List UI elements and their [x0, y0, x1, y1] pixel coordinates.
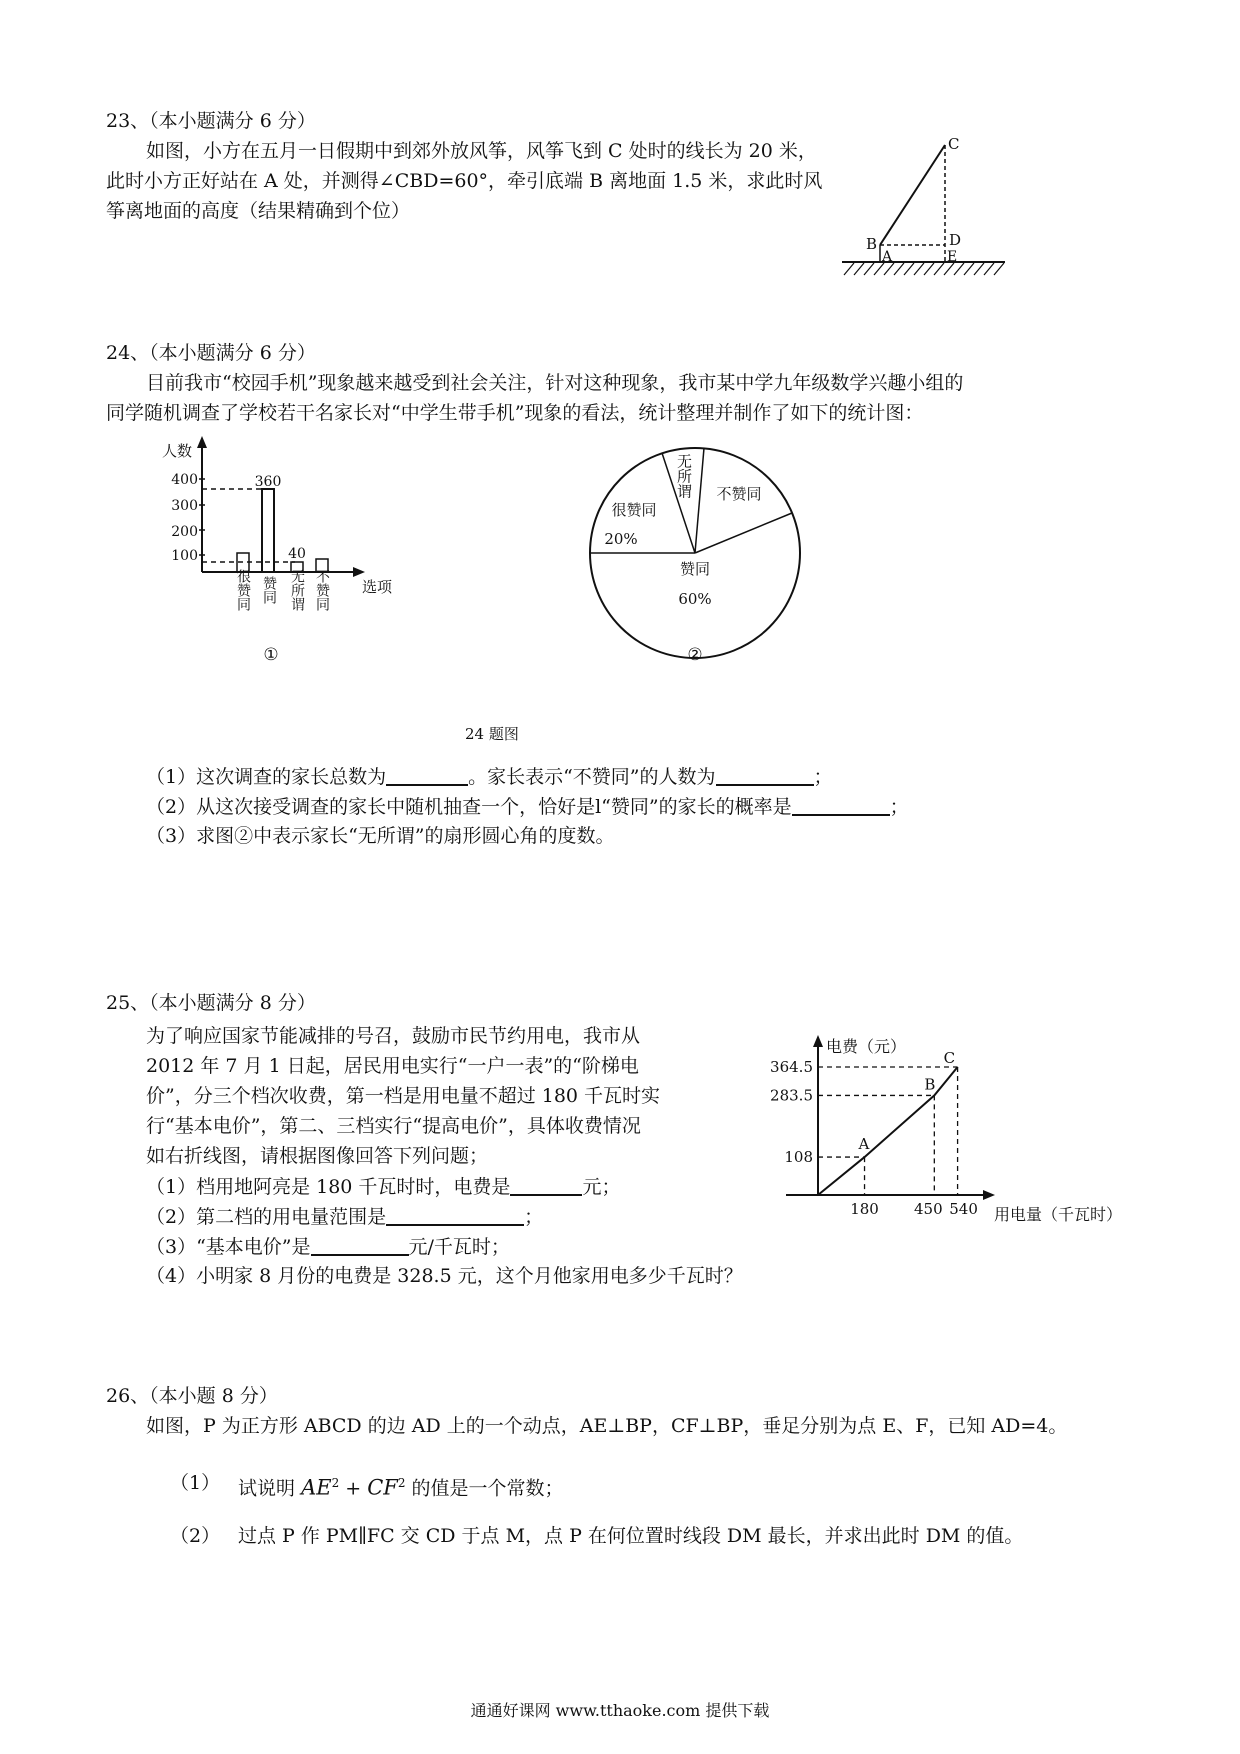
fee-ytick-108: 108 [784, 1148, 813, 1167]
q25-item-2-end: ； [524, 1206, 544, 1228]
q26-item-1-pre: 试说明 [238, 1477, 296, 1500]
answer-blank[interactable] [386, 766, 468, 786]
fee-ytick-283: 283.5 [770, 1086, 813, 1105]
kite-string [880, 145, 945, 245]
q25-header: 25、（本小题满分 8 分） [106, 992, 316, 1014]
bar-ytick-100: 100 [171, 548, 198, 564]
pie-divider [695, 513, 792, 553]
pie-pct-very-agree: 20% [604, 530, 638, 548]
label-e: E [947, 249, 958, 265]
q25-item-2-text: （2）第二档的用电量范围是 [146, 1206, 387, 1228]
math-cf: CF [367, 1475, 398, 1500]
label-d: D [949, 231, 962, 249]
fee-x-arrow [983, 1190, 995, 1200]
math-plus: + [345, 1477, 362, 1500]
ground-hatch [844, 263, 1004, 275]
pie-label-disagree: 不赞同 [716, 485, 762, 503]
bar-y-arrow [197, 436, 207, 448]
bar-xlabel: 选项 [362, 578, 393, 596]
q25-line-1: 为了响应国家节能减排的号召，鼓励市民节约用电，我市从 [146, 1025, 641, 1047]
fee-graph [760, 1030, 1140, 1235]
bar-agree [262, 489, 274, 572]
q24-item-2-end: ； [889, 796, 909, 818]
label-c: C [948, 135, 960, 153]
q25-item-3-end: 元/千瓦时； [408, 1236, 510, 1258]
bar-ylabel: 人数 [162, 442, 193, 460]
q26-item-2-num: （2） [170, 1525, 221, 1547]
q24-item-2 [146, 796, 909, 817]
fee-ylabel: 电费（元） [826, 1037, 907, 1056]
q26-header: 26、（本小题 8 分） [106, 1385, 278, 1407]
q26-item-1 [238, 1473, 564, 1498]
bar-label-360: 360 [254, 474, 282, 490]
bar-cat-disagree: 不赞同 [314, 569, 330, 611]
q26-line: 如图，P 为正方形 ABCD 的边 AD 上的一个动点，AE⊥BP，CF⊥BP，垂足分别为点 E、F，已知 AD=4。 [146, 1415, 1068, 1437]
kite-figure [830, 125, 1020, 285]
pie-divider [695, 448, 704, 553]
math-exponent: 2 [397, 1476, 406, 1490]
pie-caption: ② [687, 645, 703, 665]
pie-chart [572, 440, 818, 740]
bar-cat-agree: 赞同 [261, 576, 277, 604]
answer-blank[interactable] [311, 1236, 409, 1256]
q25-item-3-text: （3）“基本电价”是 [146, 1236, 311, 1258]
answer-blank[interactable] [792, 796, 890, 816]
q24-intro-2: 同学随机调查了学校若干名家长对“中学生带手机”现象的看法，统计整理并制作了如下的统计图： [106, 402, 924, 424]
math-exponent: 2 [331, 1476, 340, 1490]
fee-point-c: C [943, 1048, 956, 1067]
q24-intro-1: 目前我市“校园手机”现象越来越受到社会关注，针对这种现象，我市某中学九年级数学兴趣小组的 [146, 372, 964, 394]
fee-xtick-540: 540 [949, 1200, 978, 1218]
q25-item-2 [146, 1206, 543, 1227]
fee-xtick-450: 450 [914, 1200, 943, 1218]
q25-item-1 [146, 1176, 620, 1197]
bar-x-arrow [353, 567, 365, 577]
fee-guides [818, 1067, 958, 1195]
bar-cat-indifferent: 无所谓 [289, 569, 305, 611]
q23-header: 23、（本小题满分 6 分） [106, 110, 316, 132]
q25-line-5: 如右折线图，请根据图像回答下列问题； [146, 1145, 489, 1167]
q24-header: 24、（本小题满分 6 分） [106, 342, 316, 364]
q24-item-3: （3）求图②中表示家长“无所谓”的扇形圆心角的度数。 [146, 825, 615, 847]
pie-pct-agree: 60% [678, 590, 712, 608]
answer-blank[interactable] [386, 1206, 524, 1226]
pie-label-agree: 赞同 [679, 560, 711, 578]
q24-item-1-end: ； [813, 766, 833, 788]
pie-label-very-agree: 很赞同 [611, 501, 657, 519]
fee-xtick-180: 180 [850, 1200, 879, 1218]
bar-chart [150, 432, 420, 664]
q26-item-1-num: （1） [170, 1472, 221, 1494]
q25-line-2: 2012 年 7 月 1 日起，居民用电实行“一户一表”的“阶梯电 [146, 1055, 639, 1077]
q25-item-1-end: 元； [582, 1176, 621, 1198]
fee-y-arrow [813, 1035, 823, 1047]
label-b: B [866, 235, 878, 253]
q24-item-1-text: （1）这次调查的家长总数为 [146, 766, 387, 788]
bar-ytick-400: 400 [171, 472, 198, 488]
label-a: A [882, 249, 893, 265]
bar-ytick-200: 200 [171, 524, 198, 540]
fee-point-a: A [858, 1135, 870, 1154]
q25-line-3: 价”，分三个档次收费，第一档是用电量不超过 180 千瓦时实 [146, 1085, 661, 1107]
q24-item-2-text: （2）从这次接受调查的家长中随机抽查一个，恰好是l“赞同”的家长的概率是 [146, 796, 792, 818]
q23-line-1: 如图，小方在五月一日假期中到郊外放风筝，风筝飞到 C 处时的线长为 20 米， [146, 140, 817, 162]
fee-point-b: B [924, 1075, 936, 1094]
answer-blank[interactable] [716, 766, 814, 786]
q24-figure-caption: 24 题图 [465, 725, 519, 743]
page-footer: 通通好课网 www.tthaoke.com 提供下载 [470, 1701, 770, 1720]
pie-label-indifferent: 无所谓 [675, 453, 693, 499]
q25-item-1-text: （1）档用地阿亮是 180 千瓦时时，电费是 [146, 1176, 511, 1198]
bar-cat-very-agree: 很赞同 [235, 569, 251, 611]
fee-ytick-364: 364.5 [770, 1057, 813, 1076]
math-ae: AE [301, 1475, 332, 1500]
q25-line-4: 行“基本电价”，第二、三档实行“提高电价”，具体收费情况 [146, 1115, 641, 1137]
fee-xlabel: 用电量（千瓦时） [994, 1205, 1123, 1224]
q24-item-1 [146, 766, 833, 787]
bar-label-40: 40 [288, 546, 306, 562]
q23-line-3: 筝离地面的高度（结果精确到个位） [106, 200, 411, 222]
fee-polyline [818, 1067, 958, 1195]
q23-line-2: 此时小方正好站在 A 处，并测得∠CBD=60°，牵引底端 B 离地面 1.5 米，求此时风 [106, 170, 823, 192]
answer-blank[interactable] [510, 1176, 582, 1196]
q24-item-1-after: 。家长表示“不赞同”的人数为 [468, 766, 716, 788]
q26-item-2: 过点 P 作 PM∥FC 交 CD 于点 M，点 P 在何位置时线段 DM 最长，并求出此时 DM 的值。 [238, 1525, 1024, 1547]
q25-item-4: （4）小明家 8 月份的电费是 328.5 元，这个月他家用电多少千瓦时？ [146, 1265, 743, 1287]
bar-caption: ① [263, 645, 279, 664]
q25-item-3 [146, 1236, 510, 1257]
q26-item-1-post: 的值是一个常数； [411, 1477, 564, 1500]
bar-ytick-300: 300 [171, 498, 198, 514]
